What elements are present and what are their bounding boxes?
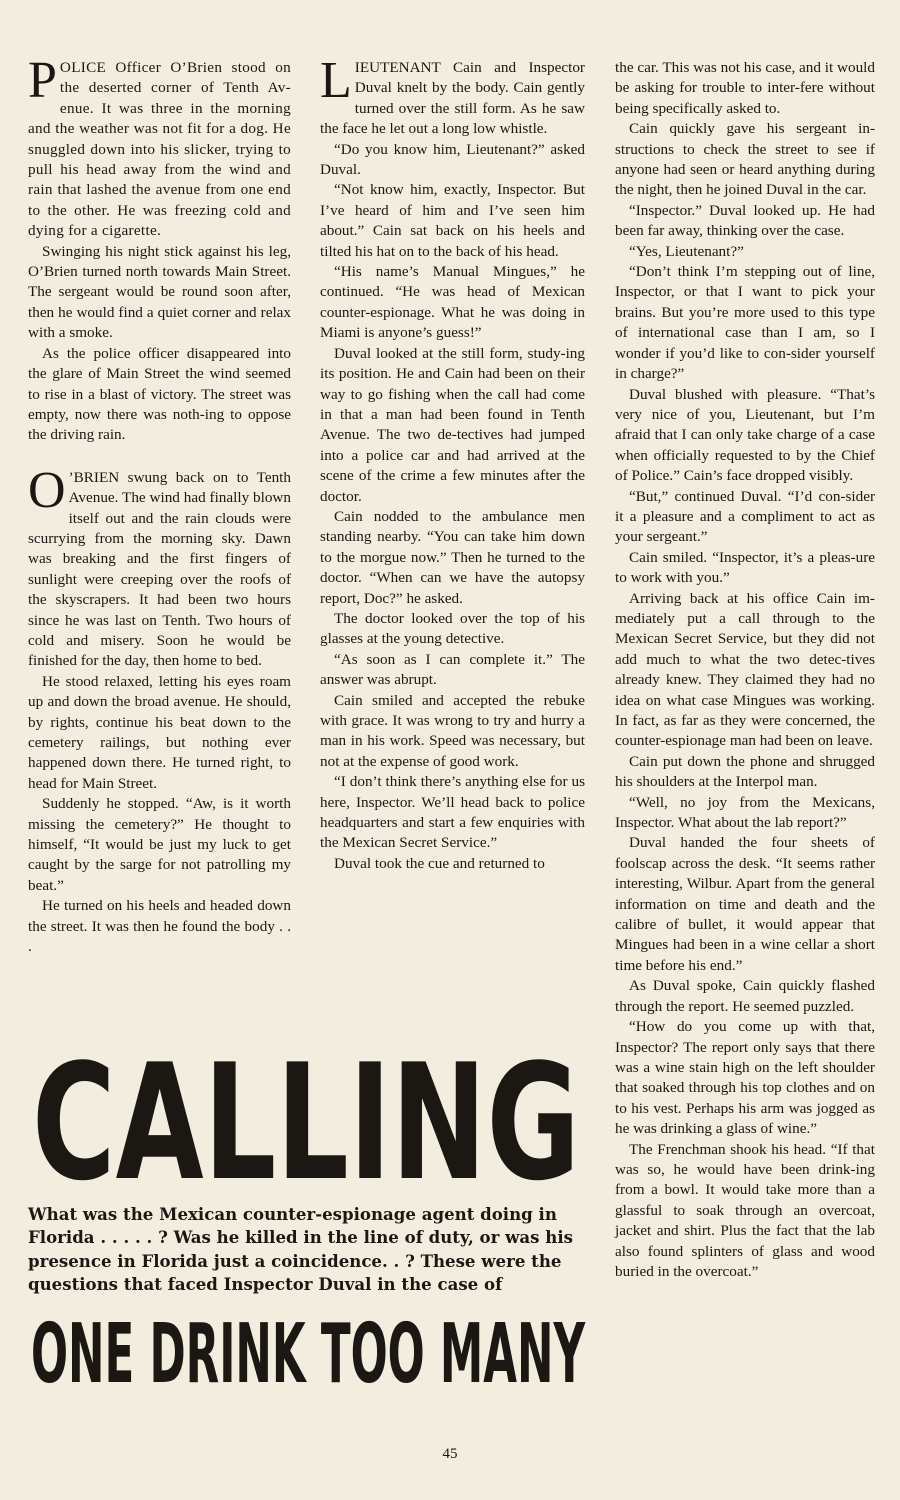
paragraph: Swinging his night stick against his leg, O’Brien turned north towards Main Street. The sergeant would be round soon after, then he would find a quiet corner and relax with a smoke.: [28, 242, 291, 342]
paragraph: Arriving back at his office Cain im-mediately put a call through to the Mexican Secret Service, but they did not add much to what the two detec-tives already knew. They claimed they had no idea on what case Mingues was working. In fact, as far as they were concerned, the counter-espionage man had been on leave.: [615, 589, 875, 750]
paragraph: Cain nodded to the ambulance men standing nearby. “You can take him down to the morgue now.” Then he turned to the doctor. “When can we have the autopsy report, Doc?” he asked.: [320, 507, 585, 607]
paragraph: As Duval spoke, Cain quickly flashed through the report. He seemed puzzled.: [615, 977, 875, 1015]
paragraph: Cain put down the phone and shrugged his shoulders at the Interpol man.: [615, 752, 875, 791]
drop-cap: O: [28, 461, 66, 519]
paragraph: “His name’s Manual Mingues,” he continued. “He was head of Mexican counter-espionage. What he was doing in Miami is anyone’s guess!”: [320, 263, 585, 342]
column-3: [615, 58, 875, 1282]
drop-cap: L: [320, 52, 352, 109]
paragraph: He turned on his heels and headed down the street. It was then he found the body . . .: [28, 897, 291, 956]
story-title-text: ONE DRINK TOO MANY: [31, 1312, 586, 1388]
page-number: 45: [442, 1446, 458, 1462]
paragraph: LIEUTENANT Cain and Inspector Duval knelt by the body. Cain gently turned over the still form. As he saw the face he let out a long low whistle.: [320, 52, 585, 138]
paragraph: Duval looked at the still form, study-ing its position. He and Cain had been on their way to go fishing when the call had come in that a man had been found in Tenth Avenue. The two de-tectives had jumped into a police car and had arrived at the scene of the crime a few minutes after the doctor.: [320, 344, 585, 505]
paragraph: Duval blushed with pleasure. “That’s very nice of you, Lieutenant, but I’m afraid that I can only take charge of a case when officially requested to by the Chief of Police.” Cain’s face dropped visibly.: [615, 385, 875, 485]
paragraph: The doctor looked over the top of his glasses at the young detective.: [320, 609, 585, 648]
paragraph: The Frenchman shook his head. “If that was so, he would have been drink-ing from a bowl. It would take more than a glassful to soak through an overcoat, jacket and shirt. Plus the fact that the lab also found splinters of glass and wood buried in the overcoat.”: [615, 1140, 875, 1280]
paragraph: O ’BRIEN swung back on to Tenth Avenue. The wind had finally blown itself out and the rain clouds were scurrying from the morning sky. Dawn was breaking and the first fingers of sunlight were creeping over the roofs of the skyscrapers. It had been two hours since he was last on Tenth. Two hours of cold and misery. Soon he would be finished for the day, then home to bed.: [28, 461, 291, 670]
paragraph: “Yes, Lieutenant?”: [629, 242, 744, 260]
column-2: [320, 52, 585, 874]
paragraph: “How do you come up with that, Inspector? The report only says that there was a wine stain high on the left shoulder that soaked through his top clothes and on to his vest. Perhaps his arm was jogged as he was drinking a glass of wine.”: [615, 1018, 875, 1138]
paragraph: Suddenly he stopped. “Aw, is it worth missing the cemetery?” He thought to himself, “It would be just my luck to get caught by the sarge for not patrolling my beat.”: [28, 795, 291, 894]
paragraph: He stood relaxed, letting his eyes roam up and down the broad avenue. He should, by rights, continue his beat down to the cemetery railings, but nothing ever happened down there. He turned right, to head for Main Street.: [28, 672, 291, 792]
paragraph: “But,” continued Duval. “I’d con-sider it a pleasure and a compliment to act as your sergeant.”: [615, 487, 875, 546]
paragraph: “Not know him, exactly, Inspector. But I’ve heard of him and I’ve seen him about.” Cain sat back on his heels and tilted his hat on to the back of his head.: [320, 181, 585, 260]
story-title: [28, 1312, 588, 1388]
paragraph: “Don’t think I’m stepping out of line, Inspector, or that I want to pick your brains. But you’re more used to this type of international case than I am, so I wonder if you’d like to con-sider yourself in charge?”: [615, 263, 875, 383]
paragraph: Cain quickly gave his sergeant in-structions to check the street to see if anyone had seen or heard anything during the night, then he joined Duval in the car.: [615, 120, 875, 199]
paragraph: “Well, no joy from the Mexicans, Inspector. What about the lab report?”: [615, 793, 875, 832]
paragraph: “I don’t think there’s anything else for us here, Inspector. We’ll head back to police headquarters and start a few enquiries with the Mexican Secret Service.”: [320, 773, 585, 852]
drop-cap: P: [28, 52, 57, 109]
paragraph: Duval handed the four sheets of foolscap across the desk. “It seems rather interesting, Wilbur. Apart from the general information on time and death and the calibre of bullet, it would appear that Mingues had been in a wine cellar a short time before his end.”: [615, 834, 875, 974]
headline-calling-text: CALLING: [32, 1029, 580, 1190]
paragraph: the car. This was not his case, and it would be asking for trouble to inter-fere without being specifically asked to.: [615, 59, 875, 117]
paragraph: As the police officer disappeared into the glare of Main Street the wind seemed to rise in a blast of victory. The street was empty, now there was noth-ing to oppose the driving rain.: [28, 344, 291, 444]
paragraph: Duval took the cue and returned to: [334, 854, 545, 872]
headline-calling: [26, 1000, 586, 1190]
paragraph: Cain smiled. “Inspector, it’s a pleas-ure to work with you.”: [615, 548, 875, 587]
paragraph: “Inspector.” Duval looked up. He had been far away, thinking over the case.: [615, 201, 875, 240]
paragraph: Cain smiled and accepted the rebuke with grace. It was wrong to try and hurry a man in his work. Speed was necessary, but not at the expense of good work.: [320, 691, 585, 770]
teaser-text: What was the Mexican counter-espionage agent doing in Florida . . . . . ? Was he killed in the line of duty, or was his presence in Florida just a coincidence. . ? These were the questions that faced Inspector Duval in the case of: [28, 1204, 573, 1295]
paragraph: POLICE Officer O’Brien stood on the deserted corner of Tenth Av-enue. It was three in the morning and the weather was not fit for a dog. He snuggled down into his slicker, trying to pull his head away from the wind and rain that lashed the avenue from one end to the other. He was freezing cold and dying for a cigarette.: [28, 52, 291, 240]
column-1: [28, 52, 291, 957]
paragraph: “Do you know him, Lieutenant?” asked Duval.: [320, 140, 585, 179]
paragraph: “As soon as I can complete it.” The answer was abrupt.: [320, 650, 585, 689]
